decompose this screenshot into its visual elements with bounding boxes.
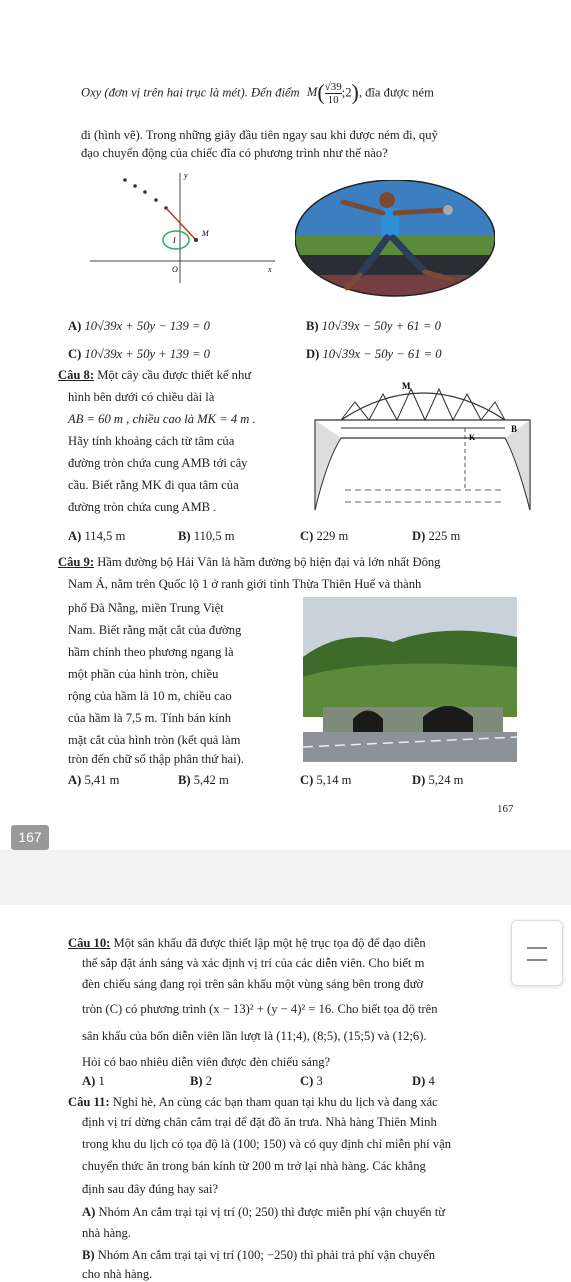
q10-opt-c-letter: C) [300,1074,314,1088]
label-y: y [184,171,188,180]
q8-line-6: đường tròn chứa cung AMB . [68,500,217,514]
q11-line-0 [68,1094,438,1110]
q10-option-a [82,1073,105,1089]
intro-line-1 [81,81,434,106]
q9-opt-a-letter: A) [68,773,82,787]
q9-line-1: Nam Á, nằm trên Quốc lộ 1 ở ranh giới tỉnh Thừa Thiên Huế và thành [68,577,422,591]
q8-line-1: hình bên dưới có chiều dài là [68,390,215,404]
q10-option-b [190,1073,212,1089]
dot [133,184,137,188]
bridge-label-k: K [469,433,476,442]
q10-opt-b-text: 2 [205,1074,213,1088]
q10-line-5: Hỏi có bao nhiêu diễn viên được đèn chiếu sáng? [82,1055,331,1069]
q7-option-b-letter: B) [306,319,319,333]
point-m [194,238,198,242]
q10-option-d [412,1073,435,1089]
q10-line-4: sân khấu của bốn diễn viên lần lượt là (11;4), (8;5), (15;5) và (12;6). [82,1029,427,1043]
q9-opt-d-text: 5,24 m [428,773,464,787]
discus [443,205,453,215]
q9-line-9: tròn đến chữ số thập phân thứ hai). [68,752,244,766]
q7-option-b [306,318,441,334]
q8-opt-d-text: 225 m [428,529,461,543]
q10-line-1: thể sắp đặt ánh sáng và xác định vị trí của các diễn viên. Cho biết m [82,956,425,970]
paren-close: ) [351,79,359,105]
bridge-label-b: B [511,424,518,434]
q9-opt-b-letter: B) [178,773,191,787]
bridge-label-m: M [402,381,411,391]
q11-statement-a-line-2: nhà hàng. [82,1226,131,1240]
q11-line-1: định vị trí dừng chân cắm trại để đặt đồ ăn trưa. Nhà hàng Thiên Minh [82,1115,437,1129]
q8-opt-d-letter: D) [412,529,426,543]
label-o: O [172,265,178,274]
q7-option-b-text: 10√39x − 50y + 61 = 0 [321,319,441,333]
q11-text-0: Nghỉ hè, An cùng các bạn tham quan tại khu du lịch và đang xác [109,1095,438,1109]
q8-text-0: Một cây cầu được thiết kế như [94,368,252,382]
q9-opt-c-letter: C) [300,773,314,787]
q7-option-c-letter: C) [68,347,82,361]
q10-label: Câu 10: [68,936,111,950]
q7-option-c [68,346,210,362]
hai-van-tunnel-photo [303,597,517,762]
q11-stmt-b-text-0: Nhóm An cắm trại tại vị trí (100; −250) thì phải trả phí vận chuyển [94,1248,436,1262]
q8-option-b [178,528,235,544]
intro-text-b: , đĩa được ném [358,85,434,100]
dot [123,178,127,182]
q9-line-0 [58,554,440,570]
q11-label: Câu 11: [68,1095,110,1109]
q8-opt-a-text: 114,5 m [84,529,126,543]
q8-opt-b-letter: B) [178,529,191,543]
fraction-sqrt39-over-10 [325,81,342,106]
q9-first-line: Hầm đường bộ Hải Vân là hầm đường bộ hiện đại và lớn nhất Đông [94,555,441,569]
q7-option-a [68,318,210,334]
q7-option-d [306,346,442,362]
intro-text-a: Oxy (đơn vị trên hai trục là mét). Đến điểm [81,85,300,100]
q8-option-d [412,528,460,544]
q9-line-5: một phần của hình tròn, chiều [68,667,219,681]
q11-statement-b-line-1 [82,1247,435,1263]
trajectory-figure [80,168,280,288]
q8-option-a [68,528,125,544]
q9-line-3: Nam. Biết rằng mặt cắt của đường [68,623,242,637]
dot [143,190,147,194]
q7-option-a-letter: A) [68,319,82,333]
q11-stmt-b-letter: B) [82,1248,95,1262]
point-m-label: M [306,85,318,100]
q8-line-4: đường tròn chứa cung AMB tới cây [68,456,248,470]
label-m: M [202,229,209,238]
q10-opt-a-letter: A) [82,1074,96,1088]
paren-open: ( [317,79,325,105]
label-x: x [268,265,272,274]
q9-option-d [412,772,463,788]
q9-opt-c-text: 5,14 m [316,773,352,787]
q8-opt-c-letter: C) [300,529,314,543]
frac-tail: ;2 [341,85,352,100]
q11-line-4: định sau đây đúng hay sai? [82,1182,219,1196]
q9-option-b [178,772,229,788]
q10-opt-d-letter: D) [412,1074,426,1088]
q9-line-8: mặt cắt của hình tròn (kết quả làm [68,733,241,747]
q8-line-0 [58,367,251,383]
q10-option-c [300,1073,323,1089]
q8-opt-b-text: 110,5 m [193,529,235,543]
menu-icon[interactable] [511,920,563,986]
q7-option-d-text: 10√39x − 50y − 61 = 0 [322,347,442,361]
q8-option-c [300,528,348,544]
q11-statement-b-line-2: cho nhà hàng. [82,1267,153,1281]
q9-option-c [300,772,351,788]
page-indicator-badge[interactable]: 167 [11,825,49,850]
intro-line-3: đạo chuyển động của chiếc đĩa có phương trình như thế nào? [81,146,388,160]
q10-opt-b-letter: B) [190,1074,203,1088]
q8-line-3: Hãy tính khoảng cách từ tâm của [68,434,235,448]
q9-label: Câu 9: [58,555,95,569]
q11-stmt-a-text-0: Nhóm An cắm trại tại vị trí (0; 250) thì được miễn phí vận chuyển từ [95,1205,446,1219]
frac-num: √39 [324,81,342,93]
label-i: I [173,236,176,245]
q10-line-2: đèn chiếu sáng đang rọi trên sân khấu một vùng sáng bên trong đườ [82,977,424,991]
page-number: 167 [497,803,514,815]
q9-opt-b-text: 5,42 m [193,773,229,787]
q7-option-d-letter: D) [306,347,320,361]
q8-line-2: AB = 60 m , chiều cao là MK = 4 m . [68,412,256,426]
athlete-head [379,192,395,208]
q10-line-3: tròn (C) có phương trình (x − 13)² + (y − 4)² = 16. Cho biết tọa độ trên [82,1002,438,1016]
discus-thrower-image [295,180,495,298]
q8-line-5: cầu. Biết rằng MK đi qua tâm của [68,478,239,492]
q9-line-2: phố Đà Nẵng, miền Trung Việt [68,601,224,615]
q10-opt-a-text: 1 [98,1074,105,1088]
q7-option-c-text: 10√39x + 50y + 139 = 0 [84,347,210,361]
q9-opt-a-text: 5,41 m [84,773,120,787]
q9-opt-d-letter: D) [412,773,426,787]
q11-stmt-a-letter: A) [82,1205,96,1219]
menu-bar [527,947,547,949]
q9-line-7: của hầm là 7,5 m. Tính bán kính [68,711,232,725]
q8-opt-a-letter: A) [68,529,82,543]
q10-line-0 [68,935,426,951]
q10-text-0: Một sân khấu đã được thiết lập một hệ trục tọa độ để đạo diễn [110,936,426,950]
q11-line-2: trong khu du lịch có tọa độ là (100; 150) và có quy định chỉ miễn phí vận [82,1137,451,1151]
q9-line-6: rộng của hầm là 10 m, chiều cao [68,689,232,703]
q10-opt-d-text: 4 [428,1074,435,1088]
trajectory-line [166,208,196,240]
q7-option-a-text: 10√39x + 50y − 139 = 0 [84,319,210,333]
menu-bar [527,959,547,961]
q11-line-3: chuyển thức ăn trong bán kính từ 200 m trở lại nhà hàng. Các khẳng [82,1159,426,1173]
q8-opt-c-text: 229 m [316,529,349,543]
q9-line-4: hầm chính theo phương ngang là [68,645,234,659]
intro-line-2: đi (hình vẽ). Trong những giây đầu tiên ngay sau khi được ném đi, quỹ [81,128,438,142]
q9-option-a [68,772,119,788]
q8-label: Câu 8: [58,368,95,382]
page-gap [0,850,571,905]
frac-den: 10 [327,94,339,106]
q11-statement-a-line-1 [82,1204,445,1220]
dot [154,198,158,202]
bridge-figure [305,380,535,515]
circle-i [163,231,189,249]
q10-opt-c-text: 3 [316,1074,323,1088]
